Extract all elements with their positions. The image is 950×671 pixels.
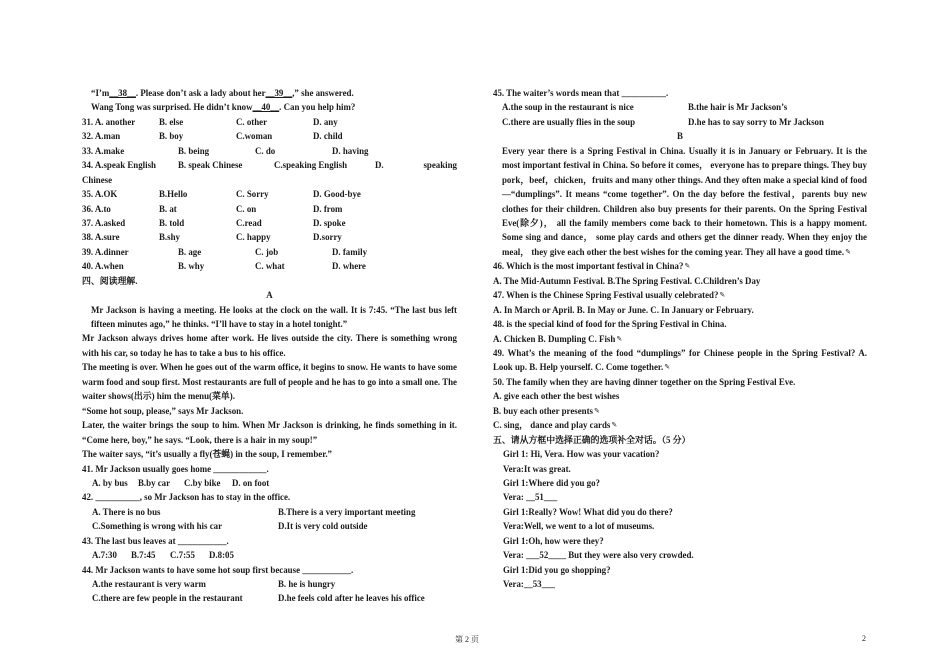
cloze-option: B.shy [159, 232, 180, 243]
passage-a-paragraph-3: The meeting is over. When he goes out of the warm office, it begins to snow. He wants to have some warm food and soup first. Most restaurants are full of people and he has to go into a small one. The waiter shows(出示) him the menu(菜单). [82, 362, 457, 402]
dialogue [493, 447, 867, 591]
cloze-option: 37. A.asked [82, 217, 126, 228]
cloze-option: C. do [255, 145, 276, 156]
question-48: 48. is the special kind of food for the Spring Festival in China. [493, 319, 727, 330]
cloze-question-row [82, 202, 457, 216]
cloze-question-row [82, 115, 457, 129]
cloze-question-row [82, 245, 457, 259]
cloze-option: 38. A.sure [82, 232, 120, 243]
passage-a-paragraph-5: Later, the waiter brings the soup to him. When Mr Jackson is drinking, he finds something in it. “Come here, boy,” he says. “Look, there is a hair in my soup!” [82, 420, 457, 445]
option-41-a: A. by bus [92, 477, 128, 488]
cloze-question-row [82, 230, 457, 244]
cloze-option: 39. A.dinner [82, 246, 129, 257]
passage-b-title: B [677, 131, 683, 142]
dialogue-line: Girl 1:Did you go shopping? [503, 564, 611, 575]
cloze-option: D. [375, 160, 384, 171]
intro-line-2: Wang Tong was surprised. He didn’t know__40__. Can you help him? [91, 102, 356, 113]
question-47-options: A. In March or April. B. In May or June. C. In January or February. [493, 304, 754, 315]
question-44: 44. Mr Jackson wants to have some hot soup first because ___________. [82, 564, 354, 575]
cloze-option: C. what [255, 261, 285, 272]
cloze-option: B. speak Chinese [178, 160, 243, 171]
pen-mark-icon: ✎ [845, 247, 851, 256]
passage-a-title: A [266, 290, 273, 301]
section-5-title: 五、请从方框中选择正确的选项补全对话。（5 分） [493, 434, 691, 445]
option-41-d: D. on foot [232, 477, 270, 488]
option-44-c: C.there are few people in the restaurant [92, 593, 243, 604]
cloze-option: D. spoke [313, 217, 346, 228]
option-50-b [493, 404, 867, 418]
option-43-c: C.7:55 [170, 550, 195, 561]
cloze-option: 35. A.OK [82, 189, 118, 200]
question-49-text: 49. What’s the meaning of the food “dumplings” for Chinese people in the Spring Festival? A. Look up. B. Help yourself. C. Come together. [493, 348, 867, 373]
dialogue-line: Vera:__53___ [503, 579, 555, 590]
dialogue-line: Vera:It was great. [503, 463, 571, 474]
cloze-option-continued-line: Chinese [82, 174, 113, 185]
pen-mark-icon: ✎ [664, 363, 671, 372]
question-41: 41. Mr Jackson usually goes home ____________. [82, 463, 269, 474]
dialogue-line: Girl 1:Oh, how were they? [503, 535, 604, 546]
cloze-option: B. being [178, 145, 210, 156]
passage-a-paragraph-2: Mr Jackson always drives home after work. He lives outside the city. There is something wrong with his car, so today he has to take a bus to his office. [82, 333, 457, 358]
option-50-c-text: C. sing， dance and play cards [493, 420, 611, 431]
left-column [82, 86, 457, 606]
question-45-options-row-1 [493, 100, 867, 114]
cloze-option: D. having [332, 145, 369, 156]
dialogue-line: Vera: __51___ [503, 492, 558, 503]
cloze-option: B.Hello [159, 189, 188, 200]
option-45-d: D.he has to say sorry to Mr Jackson [688, 116, 824, 127]
question-47 [493, 288, 867, 302]
cloze-option: B. boy [159, 131, 184, 142]
cloze-option: C. happy [236, 232, 271, 243]
question-46-options [493, 274, 867, 288]
cloze-question-row [82, 187, 457, 201]
right-column [493, 86, 867, 591]
cloze-option: C.woman [236, 131, 273, 142]
question-46-options-text: A. The Mid-Autumn Festival. B.The Spring Festival. C.Children’s Day [493, 275, 761, 286]
option-41-c: C.by bike [184, 477, 221, 488]
option-43-b: B.7:45 [131, 550, 156, 561]
cloze-question-row [82, 259, 457, 273]
question-47-text: 47. When is the Chinese Spring Festival usually celebrated? [493, 290, 719, 301]
cloze-option: 34. A.speak English [82, 160, 156, 171]
option-42-b: B.There is a very important meeting [278, 506, 416, 517]
cloze-option: D.sorry [313, 232, 342, 243]
cloze-option: C.speaking English [274, 160, 348, 171]
question-42: 42. __________, so Mr Jackson has to stay in the office. [82, 492, 291, 503]
dialogue-line: Girl 1:Really? Wow! What did you do there? [503, 506, 673, 517]
cloze-option: 32. A.man [82, 131, 121, 142]
cloze-option: C. Sorry [236, 189, 269, 200]
question-42-options-row-2 [82, 519, 457, 533]
cloze-option: B. else [159, 116, 184, 127]
dialogue-line: Vera:Well, we went to a lot of museums. [503, 521, 655, 532]
question-50: 50. The family when they are having dinner together on the Spring Festival Eve. [493, 376, 796, 387]
question-48-options-text: A. Chicken B. Dumpling C. Fish [493, 333, 616, 344]
question-46-text: 46. Which is the most important festival in China? [493, 261, 684, 272]
cloze-option: B. age [178, 246, 202, 257]
option-44-b: B. he is hungry [278, 579, 336, 590]
question-44-options-row-2 [82, 591, 457, 605]
pen-mark-icon: ✎ [611, 421, 618, 430]
option-50-b-text: B. buy each other presents [493, 405, 594, 416]
cloze-question-row [82, 144, 457, 158]
cloze-options-list [82, 115, 457, 274]
option-45-b: B.the hair is Mr Jackson’s [688, 102, 788, 113]
passage-b-paragraph [493, 144, 867, 260]
question-41-options [82, 476, 457, 490]
cloze-question-row [82, 129, 457, 143]
option-45-a: A.the soup in the restaurant is nice [502, 102, 634, 113]
option-43-d: D.8:05 [209, 550, 234, 561]
question-49 [493, 346, 867, 375]
option-42-c: C.Something is wrong with his car [92, 521, 223, 532]
page-label: 第 2 页 [455, 635, 479, 644]
cloze-option: D. child [313, 131, 343, 142]
question-43-options [82, 548, 457, 562]
dialogue-line: Girl 1: Hi, Vera. How was your vacation? [503, 449, 660, 460]
cloze-option: B. at [159, 203, 177, 214]
question-45-options-row-2 [493, 115, 867, 129]
cloze-option: 31. A. another [82, 116, 136, 127]
section-4-title: 四、阅读理解. [82, 275, 138, 286]
cloze-option: C.read [236, 217, 262, 228]
cloze-question-row [82, 158, 457, 172]
page-number: 2 [862, 634, 866, 643]
passage-a-paragraph-6: The waiter says, “it’s usually a fly(苍蝇) in the soup, I remember.” [82, 449, 332, 460]
cloze-option: D. any [313, 116, 338, 127]
cloze-option: D. from [313, 203, 343, 214]
question-44-options-row-1 [82, 577, 457, 591]
dialogue-line: Girl 1:Where did you go? [503, 477, 600, 488]
question-43: 43. The last bus leaves at ___________. [82, 535, 229, 546]
question-45: 45. The waiter’s words mean that __________. [493, 88, 669, 98]
option-44-d: D.he feels cold after he leaves his office [278, 593, 425, 604]
option-45-c: C.there are usually flies in the soup [502, 116, 636, 127]
option-50-c [493, 418, 867, 432]
pen-mark-icon: ✎ [616, 334, 623, 343]
cloze-option: 40. A.when [82, 261, 124, 272]
cloze-question-row [82, 216, 457, 230]
option-42-a: A. There is no bus [92, 506, 161, 517]
question-46 [493, 259, 867, 273]
option-44-a: A.the restaurant is very warm [92, 579, 206, 590]
cloze-option: D. family [332, 246, 368, 257]
cloze-option-continued: speaking [423, 160, 457, 171]
cloze-option: C. on [236, 203, 257, 214]
cloze-option: D. Good-bye [313, 189, 361, 200]
cloze-option: C. job [255, 246, 279, 257]
cloze-option: D. where [332, 261, 366, 272]
cloze-option: B. told [159, 217, 185, 228]
question-48-options [493, 332, 867, 346]
option-50-a: A. give each other the best wishes [493, 391, 620, 402]
cloze-option: B. why [178, 261, 205, 272]
question-42-options-row-1 [82, 505, 457, 519]
pen-mark-icon: ✎ [594, 406, 600, 415]
option-43-a: A.7:30 [92, 550, 117, 561]
option-41-b: B.by car [138, 477, 171, 488]
option-42-d: D.It is very cold outside [278, 521, 368, 532]
cloze-option: 33. A.make [82, 145, 125, 156]
intro-line-1: “I’m__38__. Please don’t ask a lady about her__39__,” she answered. [91, 88, 354, 98]
cloze-option: 36. A.to [82, 203, 111, 214]
dialogue-line: Vera: ___52____ But they were also very crowded. [503, 550, 694, 561]
cloze-option: C. other [236, 116, 268, 127]
pen-mark-icon: ✎ [719, 291, 726, 300]
passage-b-text: Every year there is a Spring Festival in China. Usually it is in January or February. It is the most important festival in China. So before it comes， everyone has to prepare things. They buy pork，beef，chicken，fruits and many other things. And they often make a special kind of food—“dumplings”. It means “come together”. On the day before the festival，parents buy new clothes for their children. Children also buy presents for their parents. On the Spring Festival Eve(除夕)， all the family members come back to their hometown. This is a happy moment. Some sing and dance， some play cards and others get the dinner ready. When they enjoy the meal， they give each other the best wishes for the coming year. They all have a good time. [502, 145, 867, 257]
pen-mark-icon: ✎ [684, 262, 691, 271]
passage-a-paragraph-4: “Some hot soup, please,” says Mr Jackson. [82, 405, 244, 416]
passage-a-paragraph-1: Mr Jackson is having a meeting. He looks at the clock on the wall. It is 7:45. “The last bus left fifteen minutes ago,” he thinks. “I’ll have to stay in a hotel tonight.” [91, 304, 457, 330]
